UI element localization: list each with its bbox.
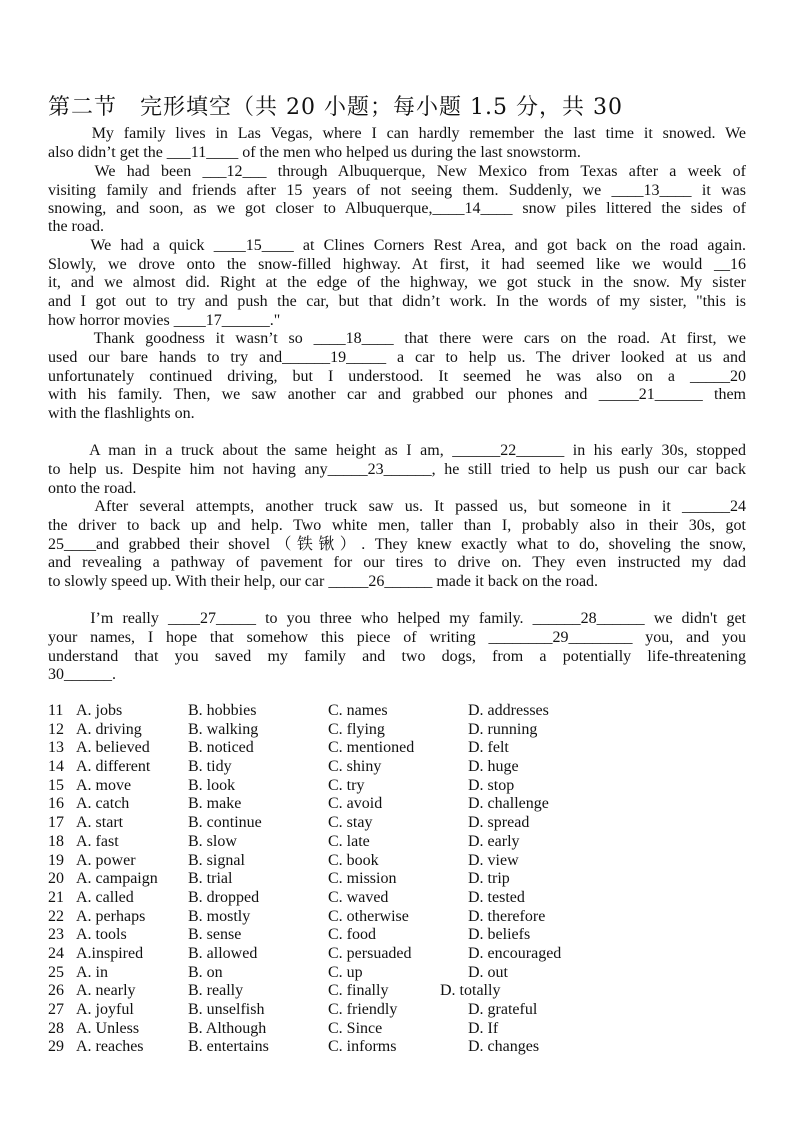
option-c: C. informs <box>328 1038 397 1056</box>
option-b: B. really <box>188 982 244 1000</box>
option-b: B. trial <box>188 870 233 888</box>
passage-line: the road. <box>48 218 104 235</box>
passage-line: visiting family and friends after 15 years of not seeing them. Suddenly, we ____13____ it was <box>48 182 746 199</box>
passage-line: Thank goodness it wasn’t so ____18____ that there were cars on the road. At first, we <box>48 330 746 347</box>
option-d: D. early <box>468 832 520 850</box>
option-c: C. shiny <box>328 758 382 776</box>
question-number: 16 <box>48 795 64 813</box>
option-d: D. view <box>468 851 519 869</box>
option-c: C. flying <box>328 720 385 738</box>
passage-line: it, and we almost did. Right at the edge of the highway, we got stuck in the snow. My sister <box>48 274 746 291</box>
option-b: B. noticed <box>188 739 254 757</box>
option-a: A. jobs <box>76 702 123 719</box>
option-c: C. otherwise <box>328 907 409 925</box>
passage-line: with the flashlights on. <box>48 405 195 422</box>
passage-line: snowing, and soon, as we got closer to Albuquerque,____14____ snow piles littered the sides of <box>48 200 746 217</box>
question-number: 15 <box>48 776 64 794</box>
passage-line: understand that you saved my family and two dogs, from a potentially life-threatening <box>48 648 746 665</box>
option-c: C. persuaded <box>328 944 412 962</box>
question-number: 29 <box>48 1038 64 1056</box>
option-c: C. book <box>328 851 379 869</box>
option-a: A. reaches <box>76 1038 144 1056</box>
option-b: B. dropped <box>188 888 260 906</box>
question-number: 22 <box>48 907 64 925</box>
question-number: 24 <box>48 944 64 962</box>
question-number: 26 <box>48 982 64 1000</box>
option-a: A. move <box>76 776 132 794</box>
passage-line: used our bare hands to try and______19_____ a car to help us. The driver looked at us and <box>48 349 746 366</box>
passage-line: and revealing a pathway of pavement for our tires to drive on. They even instructed my dad <box>48 554 746 571</box>
option-b: B. hobbies <box>188 702 257 719</box>
passage-line: 30______. <box>48 666 116 683</box>
option-c: C. late <box>328 832 370 850</box>
option-a: A. start <box>76 814 124 832</box>
question-number: 23 <box>48 926 64 944</box>
question-number: 18 <box>48 832 64 850</box>
option-d: D. therefore <box>468 907 546 925</box>
passage-line: with his family. Then, we saw another car and grabbed our phones and _____21______ them <box>48 386 746 403</box>
option-d: D. encouraged <box>468 944 562 962</box>
option-d: D. If <box>468 1019 499 1037</box>
passage-line: and I got out to try and push the car, but that didn’t work. In the words of my sister, "this is <box>48 293 746 310</box>
question-number: 25 <box>48 963 64 981</box>
option-d: D. grateful <box>468 1001 538 1018</box>
question-number: 20 <box>48 870 64 888</box>
option-c: C. mentioned <box>328 739 415 757</box>
option-c: C. friendly <box>328 1001 398 1018</box>
option-a: A. believed <box>76 739 150 757</box>
option-d: D. addresses <box>468 702 549 719</box>
question-number: 13 <box>48 739 64 757</box>
option-c: C. stay <box>328 814 373 832</box>
option-a: A. campaign <box>76 870 158 888</box>
option-c: C. try <box>328 776 365 794</box>
option-c: C. finally <box>328 982 389 1000</box>
passage-line: I’m really ____27_____ to you three who helped my family. ______28______ we didn't get <box>48 610 746 627</box>
option-c: C. mission <box>328 870 397 888</box>
option-b: B. sense <box>188 926 242 944</box>
passage-line: also didn’t get the ___11____ of the men who helped us during the last snowstorm. <box>48 144 581 161</box>
option-c: C. avoid <box>328 795 383 813</box>
passage-line: unfortunately continued driving, but I understood. It seemed he was also on a _____20 <box>48 368 746 385</box>
option-d: D. trip <box>468 870 510 888</box>
option-d: D. tested <box>468 888 525 906</box>
option-a: A. catch <box>76 795 130 813</box>
option-b: B. make <box>188 795 242 813</box>
question-number: 12 <box>48 720 64 738</box>
option-a: A. in <box>76 963 108 981</box>
option-b: B. Although <box>188 1019 267 1037</box>
question-number: 28 <box>48 1019 64 1037</box>
option-d: D. running <box>468 720 538 738</box>
option-b: B. entertains <box>188 1038 269 1056</box>
passage-line: After several attempts, another truck saw us. It passed us, but someone in it ______24 <box>48 498 746 515</box>
option-a: A. driving <box>76 720 142 738</box>
option-b: B. mostly <box>188 907 251 925</box>
question-number: 14 <box>48 758 64 776</box>
option-d: D. out <box>468 963 508 981</box>
option-c: C. Since <box>328 1019 383 1037</box>
passage-line: onto the road. <box>48 480 137 497</box>
option-d: D. huge <box>468 758 519 776</box>
option-a: A. power <box>76 851 136 869</box>
option-b: B. walking <box>188 720 259 738</box>
passage-line: to slowly speed up. With their help, our car _____26______ made it back on the road. <box>48 573 599 590</box>
passage-line: Slowly, we drove onto the snow-filled highway. At first, it had seemed like we would __16 <box>48 256 746 273</box>
option-b: B. unselfish <box>188 1001 265 1018</box>
option-b: B. on <box>188 963 223 981</box>
question-number: 17 <box>48 814 64 832</box>
question-number: 19 <box>48 851 64 869</box>
option-b: B. allowed <box>188 944 258 962</box>
option-a: A. different <box>76 758 151 776</box>
question-number: 27 <box>48 1001 64 1018</box>
option-d: D. spread <box>468 814 530 832</box>
passage-line: A man in a truck about the same height as I am, ______22______ in his early 30s, stopped <box>48 442 746 459</box>
option-a: A. Unless <box>76 1019 140 1037</box>
option-c: C. up <box>328 963 363 981</box>
passage-line: your names, I hope that somehow this piece of writing ________29________ you, and you <box>48 629 746 646</box>
passage-line: 25____and grabbed their shovel（铁锹）. They knew exactly what to do, shoveling the snow, <box>48 536 746 553</box>
question-number: 11 <box>48 702 64 719</box>
option-a: A. joyful <box>76 1001 134 1018</box>
option-a: A. called <box>76 888 134 906</box>
passage-line: the driver to back up and help. Two white men, taller than I, probably also in their 30s, got <box>48 517 746 534</box>
passage-line: how horror movies ____17______." <box>48 312 281 329</box>
option-d: D. stop <box>468 776 515 794</box>
option-d: D. changes <box>468 1038 540 1056</box>
option-a: A. fast <box>76 832 119 850</box>
passage-line: We had a quick ____15____ at Clines Corners Rest Area, and got back on the road again. <box>48 237 746 254</box>
passage-line: My family lives in Las Vegas, where I can hardly remember the last time it snowed. We <box>48 125 746 142</box>
section-heading: 第二节 完形填空（共 20 小题；每小题 1.5 分，共 30 <box>48 95 623 120</box>
option-c: C. waved <box>328 888 389 906</box>
option-a: A. tools <box>76 926 127 944</box>
option-c: C. food <box>328 926 376 944</box>
option-b: B. slow <box>188 832 237 850</box>
option-a: A.inspired <box>76 944 144 962</box>
passage-line: We had been ___12___ through Albuquerque, New Mexico from Texas after a week of <box>48 163 746 180</box>
passage-line: to help us. Despite him not having any_____23______, he still tried to help us push our car back <box>48 461 746 478</box>
option-b: B. tidy <box>188 758 232 776</box>
option-c: C. names <box>328 702 388 719</box>
option-d: D. beliefs <box>468 926 531 944</box>
option-a: A. perhaps <box>76 907 146 925</box>
option-b: B. signal <box>188 851 245 869</box>
question-number: 21 <box>48 888 64 906</box>
option-d: D. felt <box>468 739 509 757</box>
option-b: B. continue <box>188 814 262 832</box>
option-d: D. challenge <box>468 795 549 813</box>
option-a: A. nearly <box>76 982 136 1000</box>
option-b: B. look <box>188 776 236 794</box>
option-d: D. totally <box>440 982 501 1000</box>
